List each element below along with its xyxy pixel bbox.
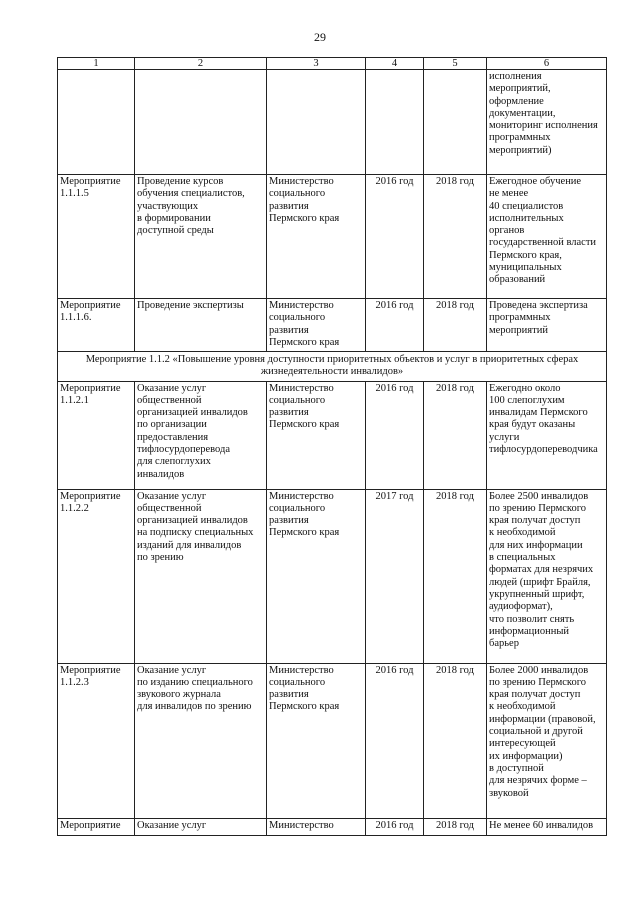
end-year-cell: 2018 год: [424, 818, 487, 835]
header-cell: 1: [58, 58, 135, 70]
measures-table: [57, 57, 607, 836]
measure-code-cell: Мероприятие 1.1.1.5: [58, 175, 135, 299]
start-year-cell: 2016 год: [366, 299, 424, 352]
executor-cell: Министерство социального развития Пермского края: [267, 175, 366, 299]
table-row: [58, 175, 607, 299]
header-cell: 2: [135, 58, 267, 70]
section-title: Мероприятие 1.1.2 «Повышение уровня доступности приоритетных объектов и услуг в приоритетных сферах жизнедеятельности инвалидов»: [58, 352, 607, 382]
header-cell: 4: [366, 58, 424, 70]
measure-name-cell: Проведение курсов обучения специалистов, участвующих в формировании доступной среды: [135, 175, 267, 299]
table-row: [58, 818, 607, 835]
header-cell: 6: [487, 58, 607, 70]
table-row: [58, 663, 607, 818]
table-row: [58, 489, 607, 663]
executor-cell: Министерство социального развития Пермского края: [267, 381, 366, 489]
executor-cell: Министерство социального развития Пермского края: [267, 663, 366, 818]
result-cell: Ежегодное обучение не менее 40 специалистов исполнительных органов государственной власти Пермского края, муниципальных образований: [487, 175, 607, 299]
measure-code-cell: [58, 70, 135, 175]
table-row: [58, 299, 607, 352]
end-year-cell: [424, 70, 487, 175]
executor-cell: Министерство: [267, 818, 366, 835]
end-year-cell: 2018 год: [424, 175, 487, 299]
result-cell: Более 2000 инвалидов по зрению Пермского края получат доступ к необходимой информации (правовой, социальной и другой интересующей их информации) в доступной для незрячих форме – звуковой: [487, 663, 607, 818]
result-cell: исполнения мероприятий, оформление документации, мониторинг исполнения программных мероприятий): [487, 70, 607, 175]
table-row: [58, 381, 607, 489]
measure-code-cell: Мероприятие: [58, 818, 135, 835]
result-cell: Более 2500 инвалидов по зрению Пермского края получат доступ к необходимой для них информации в специальных форматах для незрячих людей (шрифт Брайля, укрупненный шрифт, аудиоформат), что позволит снять информационный барьер: [487, 489, 607, 663]
measure-code-cell: Мероприятие 1.1.2.1: [58, 381, 135, 489]
start-year-cell: 2016 год: [366, 663, 424, 818]
start-year-cell: [366, 70, 424, 175]
result-cell: Не менее 60 инвалидов: [487, 818, 607, 835]
result-cell: Ежегодно около 100 слепоглухим инвалидам Пермского края будут оказаны услуги тифлосурдопереводчика: [487, 381, 607, 489]
end-year-cell: 2018 год: [424, 381, 487, 489]
measure-name-cell: Оказание услуг: [135, 818, 267, 835]
end-year-cell: 2018 год: [424, 489, 487, 663]
section-row: [58, 352, 607, 382]
measure-name-cell: Проведение экспертизы: [135, 299, 267, 352]
start-year-cell: 2016 год: [366, 818, 424, 835]
measure-name-cell: Оказание услуг по изданию специального звукового журнала для инвалидов по зрению: [135, 663, 267, 818]
measure-name-cell: Оказание услуг общественной организацией инвалидов на подписку специальных изданий для инвалидов по зрению: [135, 489, 267, 663]
end-year-cell: 2018 год: [424, 663, 487, 818]
header-cell: 3: [267, 58, 366, 70]
measure-name-cell: [135, 70, 267, 175]
measure-name-cell: Оказание услуг общественной организацией инвалидов по организации предоставления тифлосурдоперевода для слепоглухих инвалидов: [135, 381, 267, 489]
end-year-cell: 2018 год: [424, 299, 487, 352]
header-cell: 5: [424, 58, 487, 70]
table-header-row: [58, 58, 607, 70]
page-number: 29: [314, 30, 326, 44]
executor-cell: Министерство социального развития Пермского края: [267, 489, 366, 663]
executor-cell: Министерство социального развития Пермского края: [267, 299, 366, 352]
table-row: [58, 70, 607, 175]
result-cell: Проведена экспертиза программных мероприятий: [487, 299, 607, 352]
start-year-cell: 2016 год: [366, 381, 424, 489]
measure-code-cell: Мероприятие 1.1.1.6.: [58, 299, 135, 352]
executor-cell: [267, 70, 366, 175]
measure-code-cell: Мероприятие 1.1.2.3: [58, 663, 135, 818]
measure-code-cell: Мероприятие 1.1.2.2: [58, 489, 135, 663]
start-year-cell: 2016 год: [366, 175, 424, 299]
start-year-cell: 2017 год: [366, 489, 424, 663]
